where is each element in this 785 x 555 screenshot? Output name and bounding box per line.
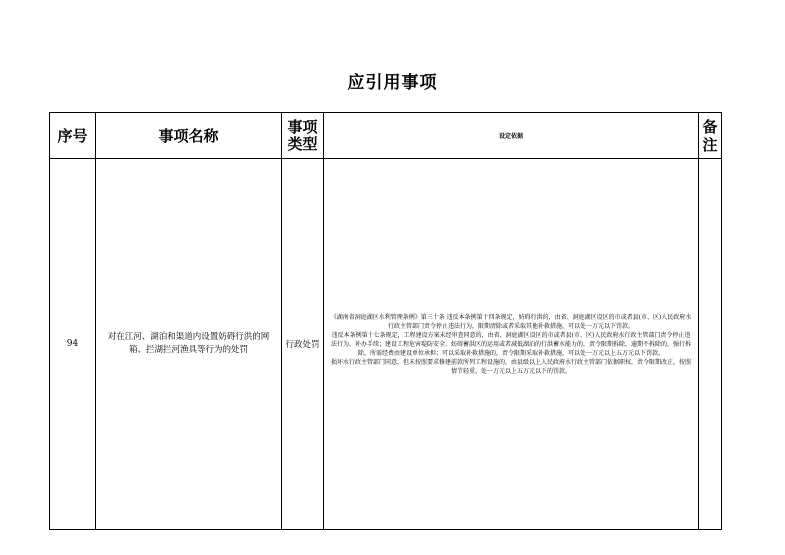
basis-paragraph: 损坏水行政主管部门同意，但未按照要求修建前款所列工程设施的，由县级以上人民政府水行政主管部门依据职权，责令限期改正，按照情节轻重，处一万元以上五万元以下的罚款。 (330, 358, 691, 375)
cell-seq: 94 (50, 159, 96, 530)
cell-note (699, 159, 722, 530)
header-basis: 设定依据 (324, 113, 699, 159)
table-row (50, 159, 722, 530)
cell-type: 行政处罚 (282, 159, 324, 530)
page-title: 应引用事项 (347, 73, 438, 93)
cell-basis (324, 159, 699, 530)
items-table (49, 112, 722, 530)
basis-paragraph: 违反本条例第十七条规定，工程建设方案未经审查同意的，由省、洞庭湖区设区的市或者县(市、区)人民政府水行政主管部门责令停止违法行为，补办手续；建设工程危害堤防安全、妨碍蓄洪区的运用或者减低湖泊的行洪蓄水能力的，责令限期拆除，逾期不拆除的，强行拆除，所需经费由建设单位承担；可以采取补救措施的，责令限期采取补救措施，可以处一万元以上五万元以下罚款。 (330, 331, 691, 357)
header-name: 事项名称 (96, 113, 282, 159)
header-type: 事项类型 (282, 113, 324, 159)
basis-paragraph: 《湖南省洞庭湖区水利管理条例》第三十条 违反本条例第十四条规定，妨碍行洪的，由省、洞庭湖区设区的市或者县(市、区)人民政府水行政主管部门责令停止违法行为，限期清除或者采取其他补救措施，可以处一万元以下罚款。 (330, 313, 692, 330)
header-seq: 序号 (50, 113, 96, 159)
header-note: 备注 (699, 113, 722, 159)
cell-name: 对在江河、湖泊和渠道内设置妨碍行洪的网箱、拦湖拦河渔具等行为的处罚 (96, 159, 282, 530)
table-header-row (50, 113, 722, 159)
